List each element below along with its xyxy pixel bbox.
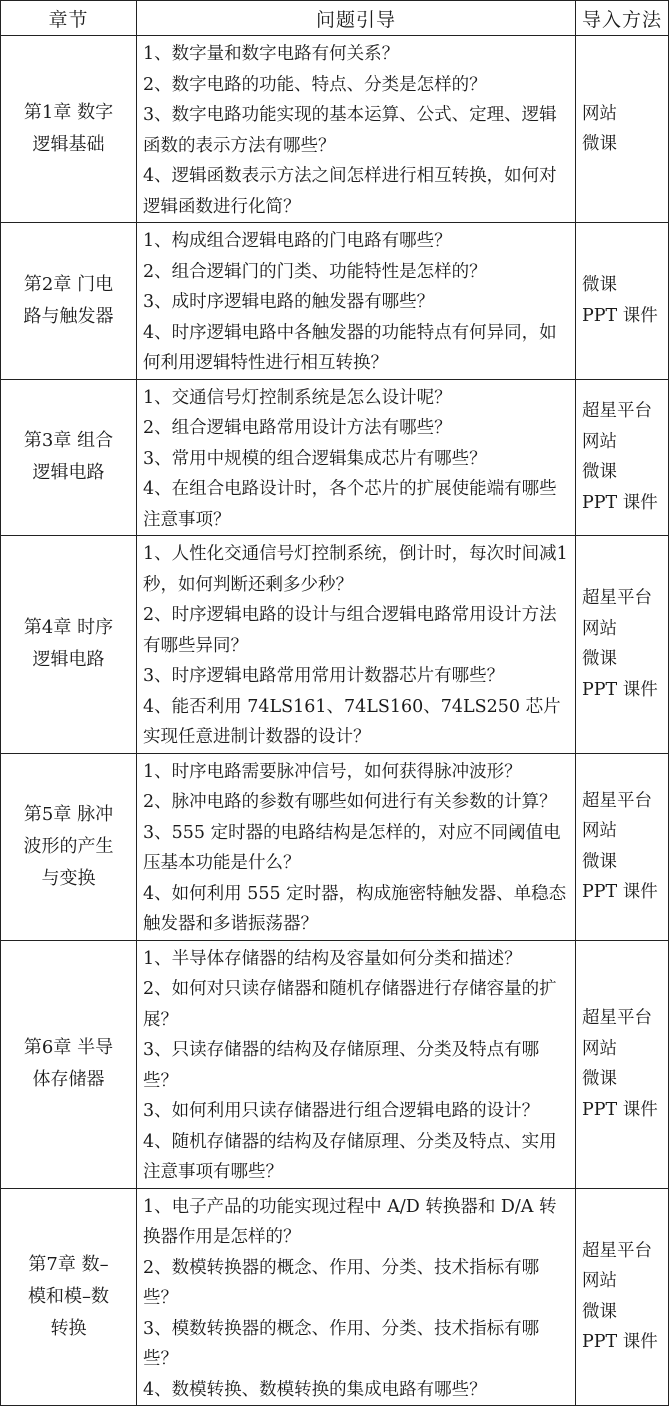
header-chapter: 章节	[1, 1, 137, 36]
method-item: 超星平台	[582, 401, 652, 422]
methods-cell	[576, 1188, 669, 1406]
questions-cell	[137, 940, 576, 1188]
method-item: 微课	[582, 851, 617, 872]
chapter-title-line: 第6章 半导	[23, 1037, 114, 1058]
header-questions: 问题引导	[137, 1, 576, 36]
table-row	[1, 940, 669, 1188]
method-item: 微课	[582, 275, 617, 296]
chapter-cell	[1, 36, 137, 223]
chapter-title-line: 波形的产生	[23, 835, 114, 857]
method-item: 网站	[582, 821, 617, 841]
chapter-title-line: 逻辑电路	[32, 649, 105, 671]
question-item: 3、555 定时器的电路结构是怎样的，对应不同阈值电压基本功能是什么？	[143, 822, 561, 873]
question-item: 2、组合逻辑电路常用设计方法有哪些？	[143, 418, 452, 438]
method-item: 网站	[582, 1038, 617, 1059]
methods-cell	[576, 379, 669, 536]
methods-cell	[576, 536, 669, 754]
chapter-cell	[1, 536, 137, 754]
method-item: 微课	[582, 1301, 617, 1322]
question-item: 2、如何对只读存储器和随机存储器进行存储容量的扩展？	[143, 979, 557, 1030]
table-row	[1, 379, 669, 536]
chapter-cell	[1, 379, 137, 536]
table-row	[1, 753, 669, 940]
chapter-title-line: 逻辑电路	[32, 462, 105, 484]
header-methods: 导入方法	[576, 1, 669, 36]
question-item: 2、数字电路的功能、特点、分类是怎样的？	[143, 74, 487, 95]
question-item: 3、常用中规模的组合逻辑集成芯片有哪些？	[143, 448, 487, 469]
questions-cell	[137, 753, 576, 940]
method-item: PPT 课件	[582, 1332, 658, 1353]
method-item: PPT 课件	[582, 492, 658, 513]
chapter-title-line: 第5章 脉冲	[23, 803, 114, 825]
chapter-title-line: 第2章 门电	[23, 273, 114, 295]
chapter-title-line: 路与触发器	[23, 305, 114, 327]
question-item: 3、只读存储器的结构及存储原理、分类及特点有哪些？	[143, 1040, 540, 1091]
chapter-title-line: 模和模–数	[28, 1285, 109, 1307]
methods-cell	[576, 940, 669, 1188]
chapter-title-line: 第7章 数–	[28, 1253, 109, 1275]
method-item: 网站	[582, 1271, 617, 1292]
question-item: 3、模数转换器的概念、作用、分类、技术指标有哪些？	[143, 1318, 540, 1369]
method-item: 网站	[582, 431, 617, 452]
method-item: 超星平台	[582, 588, 652, 609]
chapter-cell	[1, 940, 137, 1188]
question-item: 1、交通信号灯控制系统是怎么设计呢？	[143, 387, 452, 408]
question-item: 1、电子产品的功能实现过程中 A/D 转换器和 D/A 转换器作用是怎样的？	[143, 1196, 557, 1247]
question-item: 2、脉冲电路的参数有哪些如何进行有关参数的计算？	[143, 792, 557, 812]
method-item: 微课	[582, 134, 617, 154]
question-item: 1、数字量和数字电路有何关系？	[143, 44, 400, 64]
chapter-title-line: 第3章 组合	[23, 430, 114, 452]
question-item: 3、数字电路功能实现的基本运算、公式、定理、逻辑函数的表示方法有哪些？	[143, 105, 557, 156]
method-item: PPT 课件	[582, 1099, 658, 1120]
method-item: 网站	[582, 103, 617, 124]
questions-cell	[137, 36, 576, 223]
method-item: 网站	[582, 618, 617, 639]
question-item: 4、能否利用 74LS161、74LS160、74LS250 芯片实现任意进制计数器的设计？	[143, 696, 561, 747]
table-header-row	[1, 1, 669, 36]
question-item: 1、半导体存储器的结构及容量如何分类和描述？	[143, 948, 522, 969]
table-row	[1, 1188, 669, 1406]
questions-cell	[137, 536, 576, 754]
question-item: 4、如何利用 555 定时器，构成施密特触发器、单稳态触发器和多谐振荡器？	[143, 883, 567, 934]
question-item: 2、数模转换器的概念、作用、分类、技术指标有哪些？	[143, 1257, 540, 1308]
method-item: PPT 课件	[582, 882, 658, 902]
table-row	[1, 536, 669, 754]
question-item: 4、随机存储器的结构及存储原理、分类及特点、实用注意事项有哪些？	[143, 1131, 557, 1182]
chapter-title-line: 体存储器	[32, 1069, 105, 1090]
question-item: 4、时序逻辑电路中各触发器的功能特点有何异同，如何利用逻辑特性进行相互转换？	[143, 322, 557, 373]
question-item: 1、时序电路需要脉冲信号，如何获得脉冲波形？	[143, 761, 522, 782]
question-item: 4、数模转换、数模转换的集成电路有哪些？	[143, 1379, 487, 1400]
chapter-cell	[1, 1188, 137, 1406]
question-item: 2、时序逻辑电路的设计与组合逻辑电路常用设计方法有哪些异同？	[143, 605, 557, 656]
chapter-cell	[1, 753, 137, 940]
method-item: PPT 课件	[582, 679, 658, 700]
questions-cell	[137, 223, 576, 380]
method-item: 超星平台	[582, 1240, 652, 1261]
method-item: 超星平台	[582, 1008, 652, 1028]
methods-cell	[576, 223, 669, 380]
question-item: 4、在组合电路设计时，各个芯片的扩展使能端有哪些注意事项？	[143, 479, 557, 530]
method-item: 微课	[582, 1069, 617, 1089]
table-row	[1, 223, 669, 380]
question-item: 1、人性化交通信号灯控制系统，倒计时，每次时间减1秒，如何判断还剩多少秒？	[143, 544, 568, 595]
question-item: 3、时序逻辑电路常用常用计数器芯片有哪些？	[143, 666, 505, 686]
question-item: 4、逻辑函数表示方法之间怎样进行相互转换，如何对逻辑函数进行化简？	[143, 166, 557, 217]
questions-cell	[137, 379, 576, 536]
method-item: PPT 课件	[582, 305, 658, 326]
question-item: 2、组合逻辑门的门类、功能特性是怎样的？	[143, 261, 487, 282]
chapter-cell	[1, 223, 137, 380]
chapter-title-line: 转换	[50, 1317, 87, 1339]
question-item: 1、构成组合逻辑电路的门电路有哪些？	[143, 231, 452, 251]
table-row	[1, 36, 669, 223]
methods-cell	[576, 753, 669, 940]
method-item: 微课	[582, 462, 617, 483]
method-item: 微课	[582, 649, 617, 670]
chapter-title-line: 逻辑基础	[32, 134, 105, 155]
questions-cell	[137, 1188, 576, 1406]
chapter-title-line: 第4章 时序	[23, 617, 114, 639]
methods-cell	[576, 36, 669, 223]
chapter-title-line: 与变换	[41, 867, 96, 889]
question-item: 3、如何利用只读存储器进行组合逻辑电路的设计？	[143, 1101, 540, 1121]
question-item: 3、成时序逻辑电路的触发器有哪些？	[143, 292, 435, 312]
chapter-title-line: 第1章 数字	[23, 102, 114, 123]
method-item: 超星平台	[582, 790, 652, 811]
